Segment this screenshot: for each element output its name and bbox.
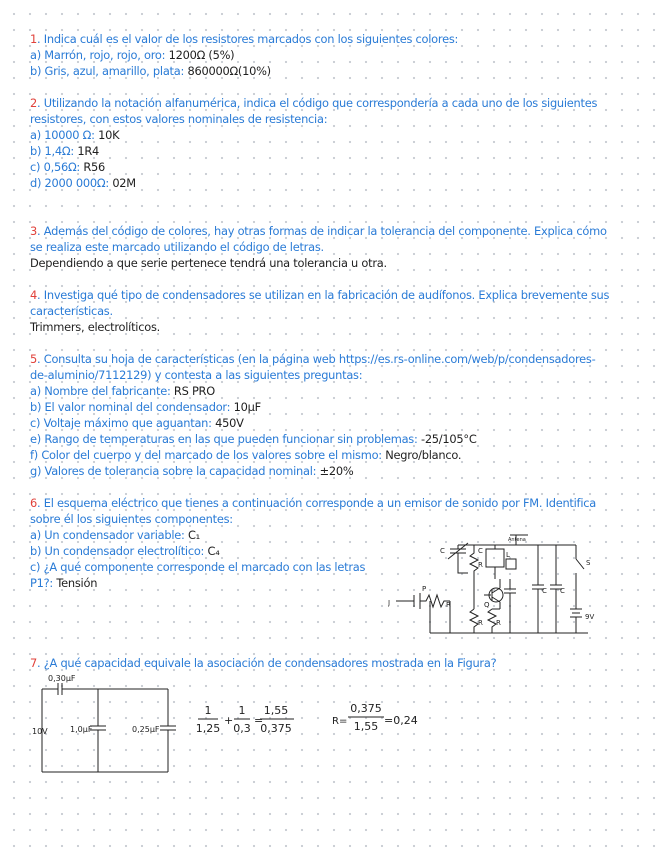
q2-heading <box>30 96 640 111</box>
q5-item-answer: 10μF <box>233 400 261 414</box>
q4-answer: Trimmers, electrolíticos. <box>30 320 160 334</box>
q6-c-line2: P1?: <box>30 576 57 590</box>
voltage-label: 10V <box>32 727 48 736</box>
q1-a-answer: 1200Ω (5%) <box>168 48 235 62</box>
circuit-label: L <box>506 551 510 559</box>
capacitor-association-figure <box>28 672 188 792</box>
q4-line1: . Investiga qué tipo de condensadores se utilizan en la fabricación de audífonos. Explica brevemente sus <box>37 288 610 302</box>
q3-line1: . Además del código de colores, hay otras formas de indicar la tolerancia del componente. Explica cómo <box>37 224 607 238</box>
circuit-label: R <box>446 601 451 609</box>
q2-item <box>30 128 640 143</box>
frac3-numerator: 1,55 <box>263 704 289 717</box>
circuit-label: R <box>478 619 483 627</box>
q6-b-label: b) Un condensador electrolítico: <box>30 544 208 558</box>
circuit-label: S <box>586 559 591 567</box>
circuit-label: P <box>422 585 427 593</box>
q5-item <box>30 400 640 415</box>
q2-item <box>30 160 640 175</box>
q2-item <box>30 144 640 159</box>
q1-text: . Indica cuál es el valor de los resistores marcados con los siguientes colores: <box>37 32 459 46</box>
frac1-numerator: 1 <box>204 704 212 717</box>
cap-left-label: 1,0μF <box>70 725 93 734</box>
q1-heading <box>30 32 640 47</box>
q6-a-label: a) Un condensador variable: <box>30 528 188 542</box>
q2-item-answer: 1R4 <box>77 144 99 158</box>
circuit-label: Antena <box>508 537 526 543</box>
q5-item-answer: -25/105°C <box>420 432 477 446</box>
frac4-denominator: 1,55 <box>353 720 379 733</box>
q5-item-answer: Negro/blanco. <box>385 448 462 462</box>
circuit-label: Q <box>484 601 490 609</box>
q5-item-label: g) Valores de tolerancia sobre la capacidad nominal: <box>30 464 320 478</box>
q5-item-label: e) Rango de temperaturas en las que pueden funcionar sin problemas: <box>30 432 421 446</box>
q5-item-answer: RS PRO <box>173 384 215 398</box>
q7-heading <box>30 656 640 671</box>
frac4-numerator: 0,375 <box>350 702 382 715</box>
fm-circuit-diagram <box>388 533 620 641</box>
q5-heading <box>30 352 640 367</box>
q5-item <box>30 448 640 463</box>
frac1-denominator: 1,25 <box>196 722 221 735</box>
q5-item <box>30 416 640 431</box>
q1-b-label: b) Gris, azul, amarillo, plata: <box>30 64 188 78</box>
q5-item <box>30 384 640 399</box>
q1-a-label: a) Marrón, rojo, rojo, oro: <box>30 48 169 62</box>
frac2-denominator: 0,3 <box>233 722 251 735</box>
q5-item-label: b) El valor nominal del condensador: <box>30 400 234 414</box>
q2-item-label: c) 0,56Ω: <box>30 160 84 174</box>
q2-item-answer: 02M <box>112 176 136 190</box>
result-value: =0,24 <box>384 714 418 727</box>
q3-heading <box>30 224 640 239</box>
q7-number: 7 <box>30 656 37 670</box>
q2-item-answer: 10K <box>98 128 120 142</box>
q6-line1: . El esquema eléctrico que tienes a continuación corresponde a un emisor de sonido por FM. Identifica <box>37 496 596 510</box>
q2-line1: . Utilizando la notación alfanumérica, indica el código que correspondería a cada uno de los siguientes <box>37 96 598 110</box>
equals-sign: = <box>254 714 264 727</box>
q1-a <box>30 48 640 63</box>
q3-line2: se realiza este marcado utilizando el código de letras. <box>30 240 324 254</box>
circuit-label: C <box>542 587 547 595</box>
q6-heading <box>30 496 640 511</box>
circuit-label: C <box>560 587 565 595</box>
q6-c-line1: c) ¿A qué componente corresponde el marcado con las letras <box>30 560 366 574</box>
q5-line1: . Consulta su hoja de características (en la página web https://es.rs-online.com/web/p/condensadores- <box>37 352 596 366</box>
q7-text: . ¿A qué capacidad equivale la asociación de condensadores mostrada en la Figura? <box>37 656 497 670</box>
plus-sign: + <box>224 714 234 727</box>
q2-item <box>30 176 640 191</box>
q5-item-label: a) Nombre del fabricante: <box>30 384 174 398</box>
q1-number: 1 <box>30 32 37 46</box>
q5-item-answer: 450V <box>215 416 244 430</box>
q4-heading <box>30 288 640 303</box>
q4-number: 4 <box>30 288 37 302</box>
cap-top-label: 0,30μF <box>48 674 76 683</box>
q5-line2: de-aluminio/7112129) y contesta a las siguientes preguntas: <box>30 368 363 382</box>
q2-number: 2 <box>30 96 37 110</box>
q2-item-answer: R56 <box>83 160 106 174</box>
q5-item-label: c) Voltaje máximo que aguantan: <box>30 416 216 430</box>
circuit-label: 9V <box>585 613 595 621</box>
q7-calculation <box>196 700 436 744</box>
q6-b-answer: C₄ <box>207 544 220 558</box>
q3-number: 3 <box>30 224 37 238</box>
q1-b-answer: 860000Ω(10%) <box>187 64 271 78</box>
q2-line2: resistores, con estos valores nominales de resistencia: <box>30 112 328 126</box>
circuit-label: C <box>440 547 445 555</box>
q6-number: 6 <box>30 496 37 510</box>
cap-right-label: 0,25μF <box>132 725 160 734</box>
q1-b <box>30 64 640 79</box>
circuit-label: R <box>496 619 501 627</box>
circuit-label: R <box>478 561 483 569</box>
q5-item <box>30 432 640 447</box>
circuit-label: C <box>478 547 483 555</box>
q5-item-label: f) Color del cuerpo y del marcado de los valores sobre el mismo: <box>30 448 386 462</box>
q4-line2: características. <box>30 304 113 318</box>
q6-line2: sobre él los siguientes componentes: <box>30 512 233 526</box>
q6-c-answer: Tensión <box>56 576 98 590</box>
frac3-denominator: 0,375 <box>260 722 292 735</box>
frac2-numerator: 1 <box>238 704 246 717</box>
circuit-label: J <box>388 599 391 607</box>
q2-item-label: a) 10000 Ω: <box>30 128 99 142</box>
q5-item <box>30 464 640 479</box>
r-label: R= <box>332 716 348 727</box>
q6-a-answer: C₁ <box>187 528 200 542</box>
q5-number: 5 <box>30 352 37 366</box>
q3-answer: Dependiendo a que serie pertenece tendrá una tolerancia u otra. <box>30 256 387 270</box>
q2-item-label: d) 2000 000Ω: <box>30 176 113 190</box>
q2-item-label: b) 1,4Ω: <box>30 144 78 158</box>
q5-item-answer: ±20% <box>319 464 354 478</box>
